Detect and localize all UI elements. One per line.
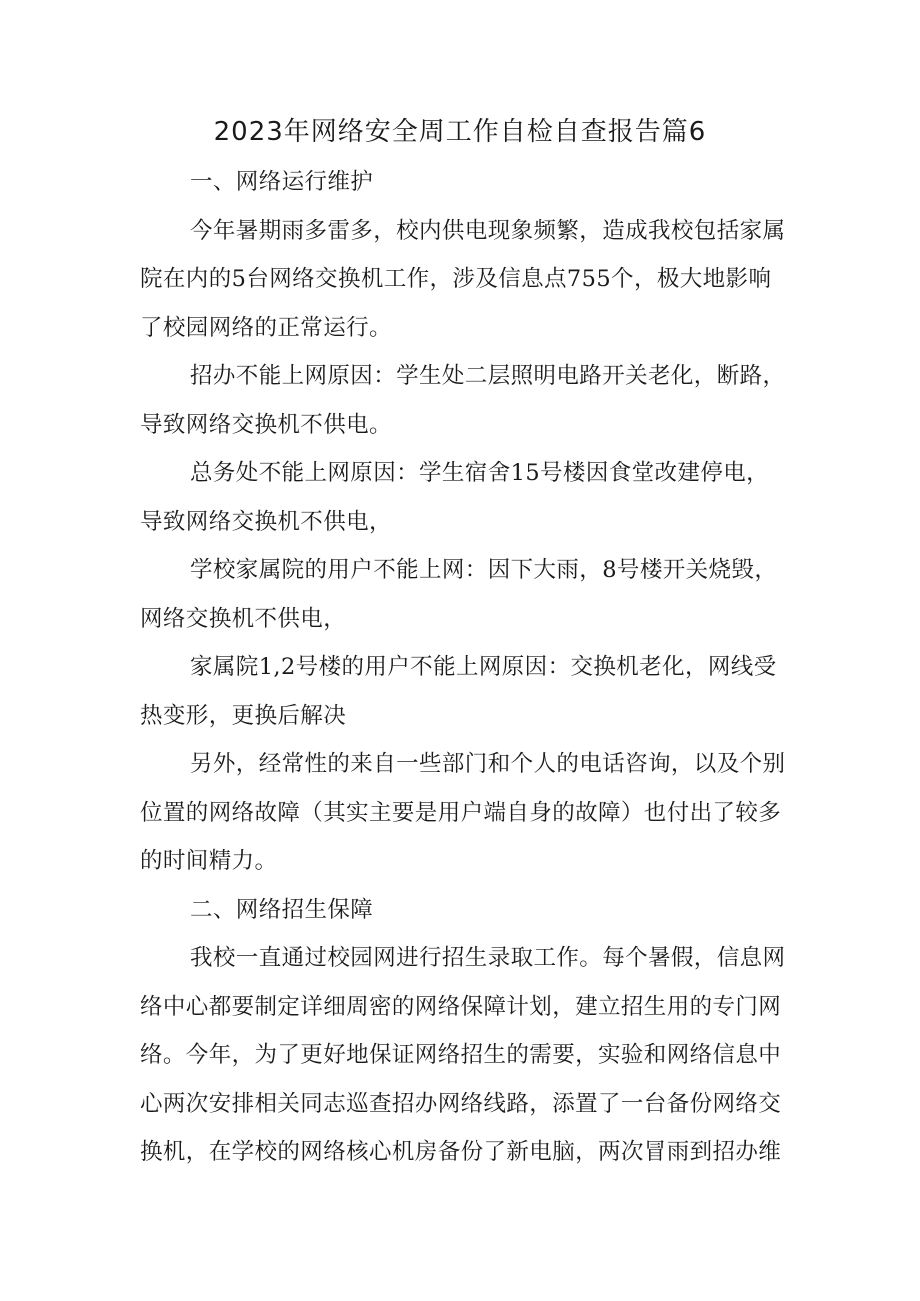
text-line: 招办不能上网原因：学生处二层照明电路开关老化，断路， [190,363,786,389]
text-line: 院在内的5台网络交换机工作，涉及信息点755个，极大地影响 [140,266,772,292]
text-line: 导致网络交换机不供电， [140,508,392,535]
text-line: 导致网络交换机不供电。 [140,411,392,438]
text-line: 络。今年，为了更好地保证网络招生的需要，实验和网络信息中 [140,1042,782,1068]
document-title: 2023年网络安全周工作自检自查报告篇6 [213,117,707,147]
text-line: 换机，在学校的网络核心机房备份了新电脑，两次冒雨到招办维 [140,1139,782,1165]
text-line: 一、网络运行维护 [190,169,374,195]
text-line: 了校园网络的正常运行。 [140,314,392,341]
text-line: 位置的网络故障（其实主要是用户端自身的故障）也付出了较多 [140,799,782,826]
text-line: 今年暑期雨多雷多，校内供电现象频繁，造成我校包括家属 [190,217,786,244]
text-line: 络中心都要制定详细周密的网络保障计划，建立招生用的专门网 [140,993,782,1020]
text-line: 的时间精力。 [140,848,278,874]
text-line: 心两次安排相关同志巡查招办网络线路，添置了一台备份网络交 [140,1090,782,1117]
text-line: 热变形，更换后解决 [140,702,347,729]
text-line: 总务处不能上网原因：学生宿舍15号楼因食堂改建停电， [190,460,770,486]
text-line: 网络交换机不供电， [140,605,347,632]
text-line: 学校家属院的用户不能上网：因下大雨，8号楼开关烧毁， [190,557,778,583]
text-line: 另外，经常性的来自一些部门和个人的电话咨询，以及个别 [190,751,786,777]
document-body [140,158,788,1177]
text-line: 我校一直通过校园网进行招生录取工作。每个暑假，信息网 [190,945,786,971]
text-line: 二、网络招生保障 [190,896,374,923]
text-line: 家属院1,2号楼的用户不能上网原因：交换机老化，网线受 [190,654,777,680]
